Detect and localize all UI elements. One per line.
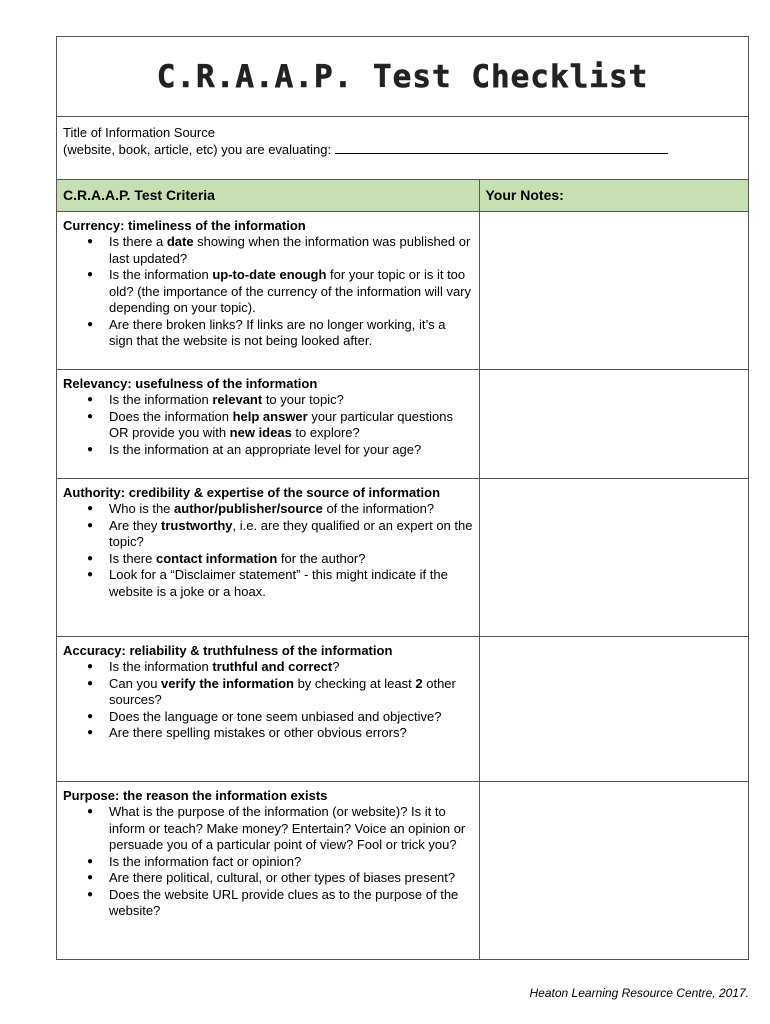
criteria-item-keyword: truthful and correct [212, 659, 333, 674]
criteria-heading: Purpose: the reason the information exists [63, 787, 328, 803]
criteria-row-purpose [57, 781, 748, 959]
criteria-item-text: What is the purpose of the information (or website)? Is it to inform or teach? Make money? Entertain? Voice an opinion or persuade you of a particular point of view? Fool or trick you? [109, 804, 466, 852]
criteria-list [63, 392, 473, 458]
criteria-list [63, 234, 473, 350]
criteria-item-text: Is the information [109, 267, 213, 282]
criteria-row-currency [57, 211, 748, 369]
criteria-item-text: for the author? [277, 550, 366, 566]
criteria-list [63, 659, 473, 742]
criteria-item-text: to explore? [291, 425, 360, 440]
criteria-cell [57, 369, 479, 478]
criteria-item-text: Is the information fact or opinion? [109, 853, 302, 869]
criteria-item [109, 409, 473, 442]
criteria-item [109, 234, 473, 267]
criteria-item-keyword: relevant [212, 392, 263, 407]
criteria-item-text: to your topic? [262, 392, 344, 407]
criteria-item-text: by checking at least [293, 675, 416, 691]
criteria-row-relevancy [57, 369, 748, 478]
criteria-item [109, 709, 473, 726]
criteria-item-text: Does the information [109, 408, 233, 424]
criteria-item-text: , i.e. are they qualified or an expert on the topic? [109, 517, 473, 549]
criteria-column-header: C.R.A.A.P. Test Criteria [57, 180, 479, 211]
criteria-item-keyword: help answer [232, 408, 308, 424]
criteria-item-text: Is the information at an appropriate level for your age? [109, 441, 422, 457]
criteria-cell [57, 781, 479, 959]
criteria-item [109, 567, 473, 600]
notes-cell[interactable] [479, 478, 748, 636]
criteria-heading: Authority: credibility & expertise of the source of information [63, 484, 441, 500]
criteria-item-text: Who is the [109, 501, 175, 516]
notes-cell[interactable] [479, 636, 748, 781]
criteria-item-keyword: author/publisher/source [174, 501, 323, 516]
criteria-item-text: Is there [109, 550, 156, 566]
criteria-item-text: Are there political, cultural, or other types of biases present? [109, 870, 456, 885]
criteria-item-text: for your topic or is it too old? (the importance of the currency of the information will vary depending on your topic). [109, 267, 472, 315]
criteria-item [109, 725, 473, 742]
criteria-item-text: Can you [109, 675, 162, 691]
criteria-item [109, 392, 473, 409]
criteria-item-text: your particular questions OR provide you with [109, 408, 453, 440]
criteria-item-text: Look for a “Disclaimer statement” - this might indicate if the website is a joke or a hoax. [109, 567, 448, 599]
criteria-item [109, 676, 473, 709]
criteria-item [109, 551, 473, 568]
source-label-line1: Title of Information Source [63, 125, 215, 140]
criteria-item-text: other sources? [109, 675, 456, 707]
criteria-heading: Accuracy: reliability & truthfulness of the information [63, 642, 393, 658]
criteria-item-keyword: trustworthy [161, 517, 233, 533]
criteria-item [109, 659, 473, 676]
criteria-item-text: Is the information [109, 392, 213, 407]
criteria-table [57, 180, 748, 959]
criteria-item-text: Are there broken links? If links are no longer working, it’s a sign that the website is not being looked after. [109, 316, 446, 348]
criteria-item-keyword: new ideas [229, 425, 292, 440]
criteria-item [109, 501, 473, 518]
criteria-item [109, 317, 473, 350]
criteria-cell [57, 211, 479, 369]
criteria-list [63, 804, 473, 920]
criteria-item-keyword: verify the information [161, 675, 294, 691]
criteria-item [109, 870, 473, 887]
notes-column-header: Your Notes: [479, 180, 748, 211]
criteria-item-text: showing when the information was published or last updated? [109, 234, 471, 266]
criteria-row-authority [57, 478, 748, 636]
notes-cell[interactable] [479, 369, 748, 478]
criteria-item-text: ? [332, 659, 340, 674]
criteria-item-text: Is the information [109, 659, 213, 674]
notes-cell[interactable] [479, 781, 748, 959]
page-title: C.R.A.A.P. Test Checklist [156, 58, 649, 95]
criteria-item-text: Does the language or tone seem unbiased and objective? [109, 708, 442, 724]
criteria-item-keyword: up-to-date enough [212, 267, 327, 282]
criteria-item [109, 267, 473, 317]
criteria-item-text: Does the website URL provide clues as to the purpose of the website? [109, 886, 459, 918]
criteria-item [109, 804, 473, 854]
source-field [57, 117, 748, 180]
criteria-item [109, 854, 473, 871]
criteria-item [109, 887, 473, 920]
source-label-text: (website, book, article, etc) you are evaluating: [63, 142, 332, 157]
notes-cell[interactable] [479, 211, 748, 369]
criteria-cell [57, 478, 479, 636]
criteria-cell [57, 636, 479, 781]
criteria-heading: Currency: timeliness of the information [63, 217, 306, 233]
criteria-list [63, 501, 473, 600]
criteria-item-text: Is there a [109, 234, 167, 249]
source-label-line2 [63, 141, 742, 158]
criteria-item [109, 442, 473, 459]
criteria-item-text: Are they [109, 517, 162, 533]
criteria-heading: Relevancy: usefulness of the information [63, 375, 318, 391]
criteria-row-accuracy [57, 636, 748, 781]
criteria-item-keyword: 2 [415, 675, 423, 691]
table-header-row [57, 180, 748, 211]
criteria-item-keyword: contact information [155, 550, 278, 566]
title-cell [57, 37, 748, 117]
criteria-item-text: Are there spelling mistakes or other obvious errors? [109, 725, 407, 740]
criteria-item-keyword: date [166, 234, 194, 249]
criteria-item [109, 518, 473, 551]
source-blank-line[interactable] [335, 141, 668, 154]
checklist-sheet [56, 36, 749, 960]
footer-credit: Heaton Learning Resource Centre, 2017. [529, 986, 749, 1000]
criteria-item-text: of the information? [322, 501, 435, 516]
